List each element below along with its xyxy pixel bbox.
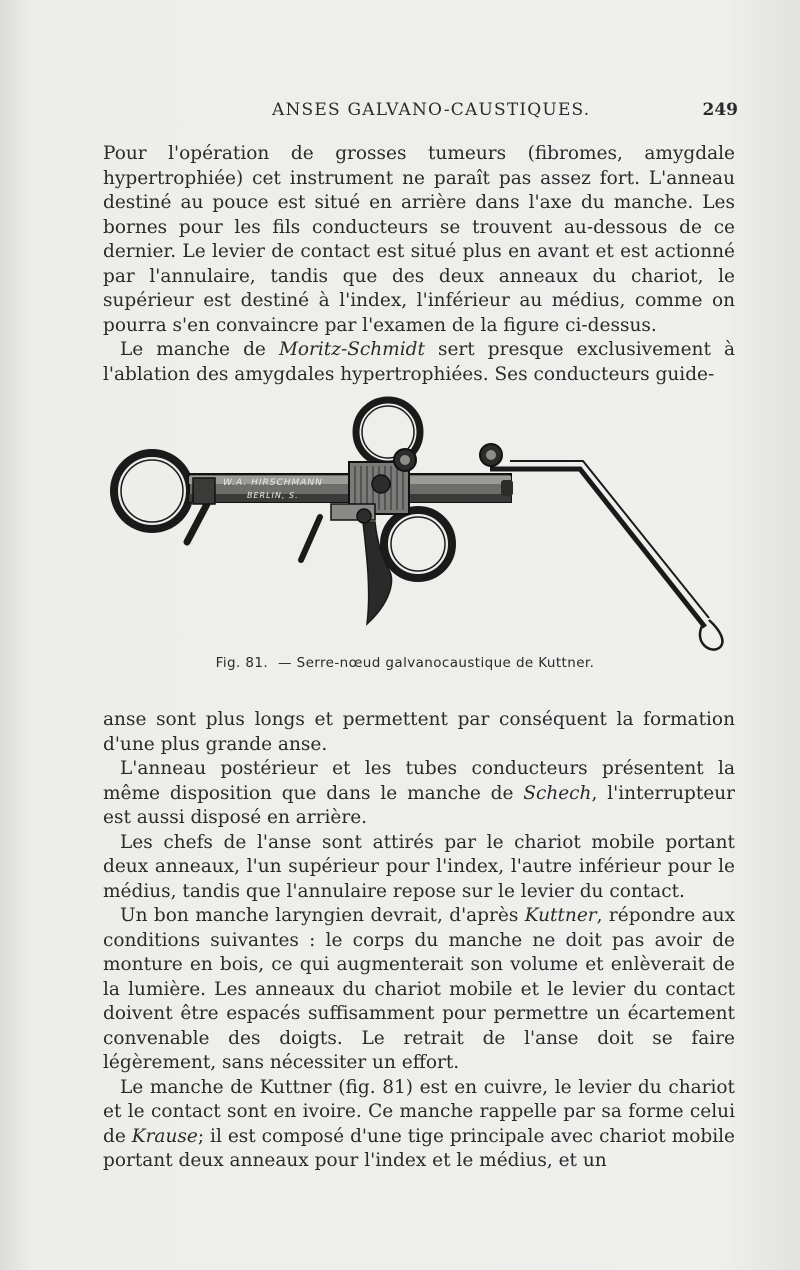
instrument-illustration [105,392,735,660]
maker-engraving: W.A. HIRSCHMANN [223,478,323,488]
paragraph: Un bon manche laryngien devrait, d'après Kuttner, répondre aux conditions suivantes : le corps du manche ne doit pas avoir de monture en bois, ce qui augmenterait son volume et enlèverait de la lumière. Les anneaux du chariot mobile et le levier du contact doivent être espacés suffisamment pour permettre un écartement convenable des doigts. Le retrait de l'anse doit se faire légèrement, sans nécessiter un effort. [103,905,736,1073]
text-block-bottom [103,708,735,1174]
middle-ring [384,510,452,578]
emphasis-name: Kuttner [524,905,597,926]
running-head [100,100,740,126]
figure-caption [0,655,800,671]
figure-label: Fig. 81. [215,655,269,671]
emphasis-name: Schech [523,782,592,804]
figure-caption-text: — Serre-nœud galvanocaustique de Kuttner. [278,655,595,671]
paragraph: Le manche de Kuttner (fig. 81) est en cuivre, le levier du chariot et le contact sont en ivoire. Ce manche rappelle par sa forme celui de Krause; il est composé d'une tige principale avec chariot mobile portant deux anneaux pour l'index et le médius, et un [103,1076,736,1171]
text-block-top [103,142,735,387]
running-head-title: ANSES GALVANO-CAUSTIQUES. [272,100,591,120]
thumb-ring [114,453,190,529]
emphasis-name: Krause [131,1125,198,1147]
paragraph: anse sont plus longs et permettent par conséquent la formation d'une plus grande anse. [103,709,735,755]
paragraph: L'anneau postérieur et les tubes conducteurs présentent la même disposition que dans le manche de Schech, l'interrupteur est aussi disposé en arrière. [103,758,735,828]
emphasis-name: Moritz-Schmidt [278,339,425,360]
page-number: 249 [702,100,738,120]
paragraph: Les chefs de l'anse sont attirés par le chariot mobile portant deux anneaux, l'un supérieur pour l'index, l'autre inférieur pour le médius, tandis que l'annulaire repose sur le levier du contact. [103,831,735,902]
maker-city-engraving: BERLIN, S. [247,491,299,500]
paragraph: Le manche de Moritz-Schmidt sert presque exclusivement à l'ablation des amygdales hypertrophiées. Ses conducteurs guide- [103,339,735,385]
paragraph: Pour l'opération de grosses tumeurs (fibromes, amygdale hypertrophiée) cet instrument ne paraît pas assez fort. L'anneau destiné au pouce est situé en arrière dans l'axe du manche. Les bornes pour les fils conducteurs se trouvent au-dessous de ce dernier. Le levier de contact est situé plus en avant et est actionné par l'annulaire, tandis que des deux anneaux du chariot, le supérieur est destiné à l'index, l'inférieur au médius, comme on pourra s'en convaincre par l'examen de la figure ci-dessus. [103,143,735,336]
